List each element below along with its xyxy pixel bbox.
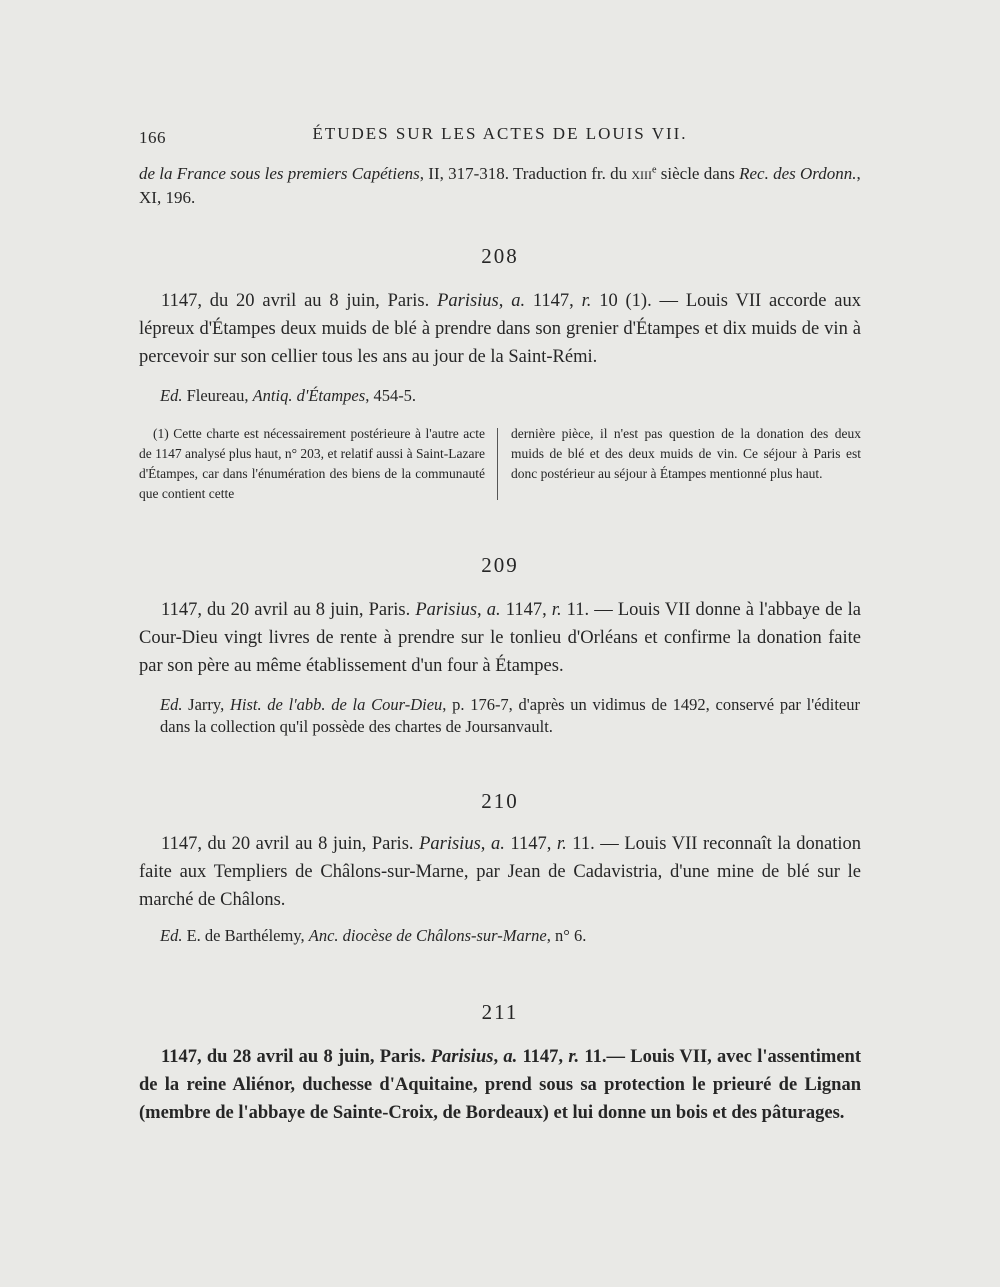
edition-rest: , n° 6.: [546, 926, 587, 945]
entry-regnal: 10 (1).: [591, 291, 652, 311]
entry-sep: ,: [493, 1047, 504, 1067]
continuation-ref: , XI, 196.: [139, 164, 861, 207]
entry-year: 1147,: [504, 834, 557, 854]
entry-regnal: 11.: [561, 600, 590, 620]
entry-number-210: 210: [481, 789, 519, 813]
entry-year: 1147,: [517, 1047, 569, 1067]
edition-title: Hist. de l'abb. de la Cour-Dieu: [229, 695, 443, 714]
continuation-after-century: siècle dans: [656, 164, 740, 183]
entry-r-label: r.: [568, 1047, 580, 1067]
edition-label: Ed.: [160, 926, 183, 945]
edition-author: Jarry,: [182, 695, 230, 714]
footnote-divider: [497, 428, 498, 500]
entry-summary: — Louis VII donne à l'abbaye de la Cour-Dieu vingt livres de rente à prendre sur le tonlieu d'Orléans et confirme la donation faite par son père au même établissement d'un four à Étampes.: [139, 600, 861, 676]
edition-title: Anc. diocèse de Châlons-sur-Marne: [308, 926, 547, 945]
continuation-after-italic: , II, 317-318. Traduction fr. du: [419, 164, 632, 183]
continuation-text: [139, 162, 861, 210]
edition-label: Ed.: [160, 695, 183, 714]
entry-date: 1147, du 20 avril au 8 juin, Paris.: [161, 600, 416, 620]
entry-edition-210: [160, 925, 860, 947]
entry-text-210: [139, 830, 861, 914]
entry-year: 1147,: [525, 291, 582, 311]
entry-summary: — Louis VII reconnaît la donation faite aux Templiers de Châlons-sur-Marne, par Jean de Cadavistria, d'une mine de blé sur le marché de Châlons.: [139, 834, 861, 910]
entry-edition-208: [160, 385, 860, 407]
edition-rest: , p. 176-7, d'après un vidimus de 1492, conservé par l'éditeur dans la collection qu'il possède des chartes de Joursanvault.: [160, 695, 860, 736]
entry-a-label: a.: [486, 600, 501, 620]
edition-author: E. de Barthélemy,: [182, 926, 309, 945]
continuation-century: xiii: [631, 164, 652, 183]
entry-edition-209: [160, 694, 860, 738]
entry-number-211: 211: [481, 1000, 519, 1024]
running-title: ÉTUDES SUR LES ACTES DE LOUIS VII.: [312, 124, 688, 143]
continuation-italic: de la France sous les premiers Capétiens: [139, 164, 420, 183]
edition-label: Ed.: [160, 386, 183, 405]
entry-text-211: [139, 1043, 861, 1127]
entry-date: 1147, du 20 avril au 8 juin, Paris.: [161, 291, 438, 311]
entry-year: 1147,: [500, 600, 552, 620]
entry-sep: ,: [498, 291, 512, 311]
entry-place: Parisius: [415, 600, 478, 620]
edition-title: Antiq. d'Étampes: [252, 386, 366, 405]
entry-r-label: r.: [551, 600, 562, 620]
entry-r-label: r.: [556, 834, 567, 854]
page-number: 166: [139, 128, 166, 147]
entry-regnal: 11.: [566, 834, 595, 854]
entry-sep: ,: [480, 834, 491, 854]
entry-place: Parisius: [419, 834, 481, 854]
entry-a-label: a.: [511, 291, 526, 311]
continuation-century-sup: e: [651, 164, 657, 176]
entry-text-208: [139, 287, 861, 371]
entry-summary: — Louis VII accorde aux lépreux d'Étampes deux muids de blé à prendre dans son grenier d'Étampes et dix muids de vin à percevoir sur son cellier tous les ans au jour de la Saint-Rémi.: [139, 291, 861, 367]
entry-place: Parisius: [430, 1047, 494, 1067]
entry-number-208: 208: [481, 244, 519, 268]
entry-regnal: 11.: [579, 1047, 607, 1067]
continuation-rec: Rec. des Ordonn.: [739, 164, 857, 183]
entry-text-209: [139, 596, 861, 680]
edition-author: Fleureau,: [182, 386, 253, 405]
edition-rest: , 454-5.: [365, 386, 417, 405]
footnote-left-column: (1) Cette charte est nécessairement postérieure à l'autre acte de 1147 analysé plus haut, n° 203, et relatif aussi à Saint-Lazare d'Étampes, car dans l'énumération des biens de la communauté que contient cette: [139, 426, 485, 501]
entry-date: 1147, du 20 avril au 8 juin, Paris.: [161, 834, 420, 854]
entry-a-label: a.: [490, 834, 505, 854]
entry-r-label: r.: [581, 291, 592, 311]
entry-number-209: 209: [481, 553, 519, 577]
entry-a-label: a.: [503, 1047, 518, 1067]
entry-summary: — Louis VII, avec l'assentiment de la reine Aliénor, duchesse d'Aquitaine, prend sous sa protection le prieuré de Lignan (membre de l'abbaye de Sainte-Croix, de Bordeaux) et lui donne un bois et des pâturages.: [139, 1047, 862, 1123]
footnote-right-column: dernière pièce, il n'est pas question de la donation des deux muids de blé et des deux muids de vin. Ce séjour à Paris est donc postérieur au séjour à Étampes mentionné plus haut.: [511, 426, 861, 481]
entry-place: Parisius: [437, 291, 499, 311]
entry-sep: ,: [477, 600, 487, 620]
entry-date: 1147, du 28 avril au 8 juin, Paris.: [161, 1047, 431, 1067]
